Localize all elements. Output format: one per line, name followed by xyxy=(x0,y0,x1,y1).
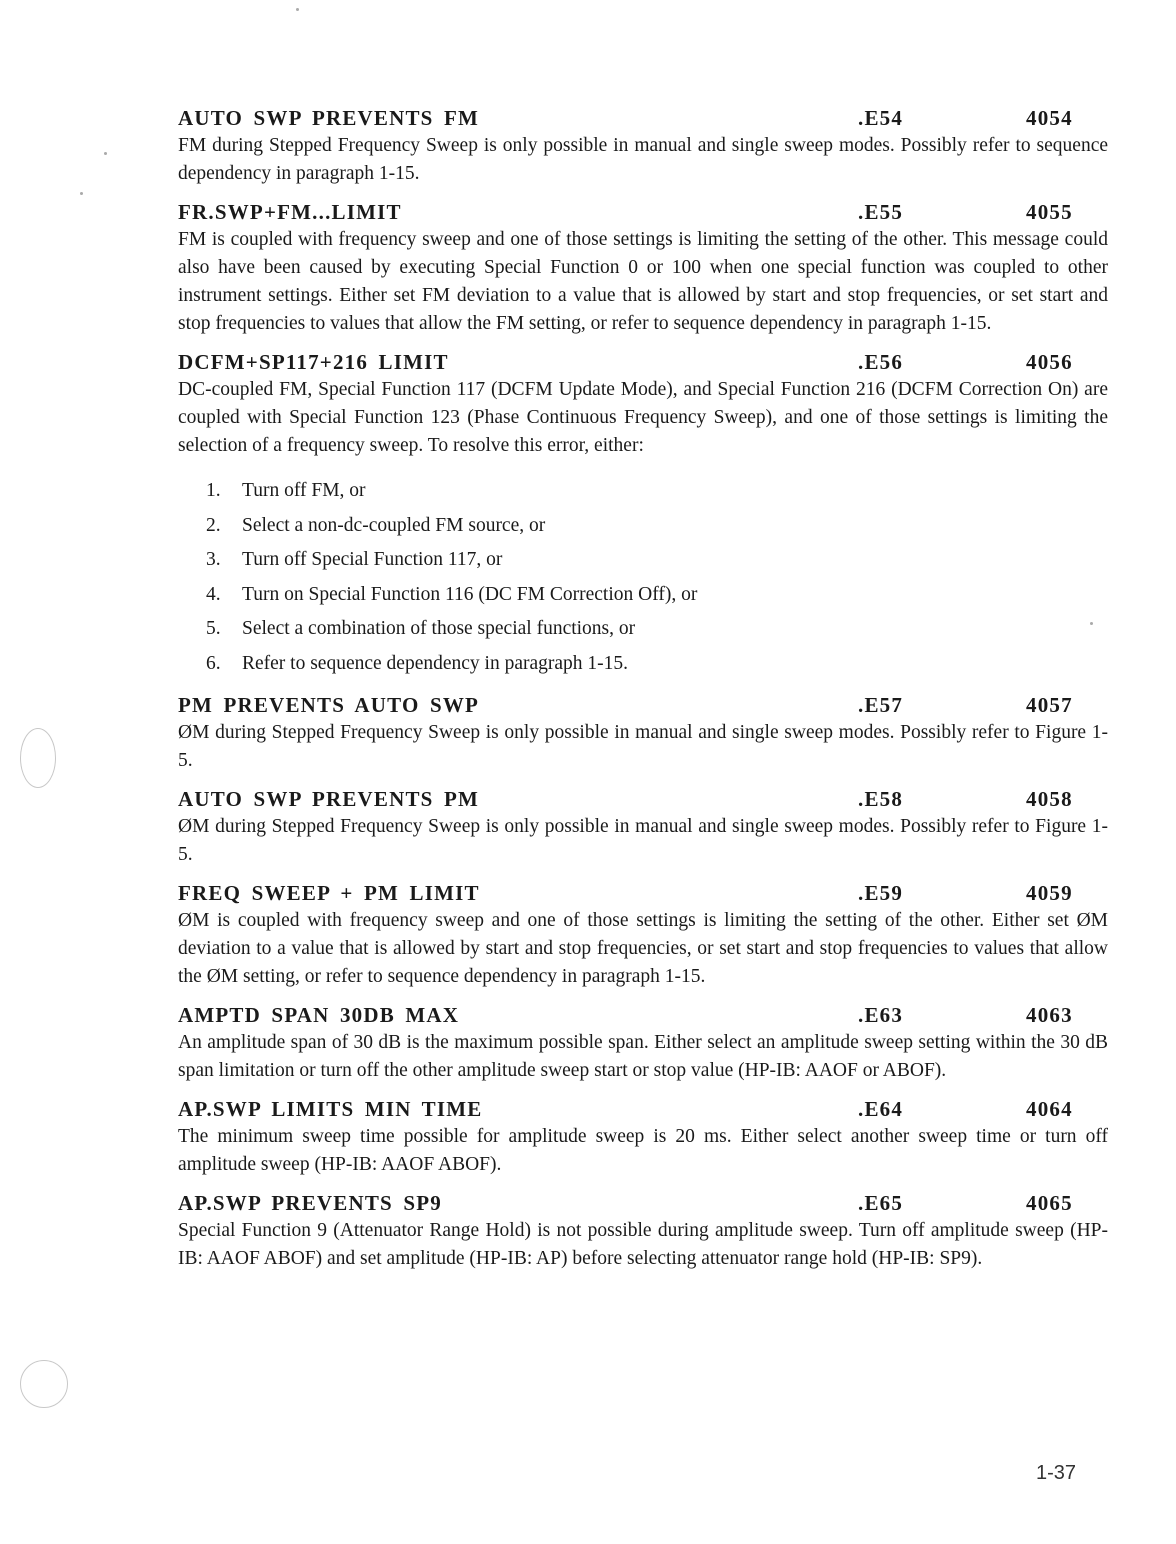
error-code: .E57 xyxy=(858,693,904,717)
error-entry-e59 xyxy=(178,879,1108,991)
list-item xyxy=(206,543,1108,578)
error-entry-e63 xyxy=(178,1001,1108,1085)
list-item xyxy=(206,474,1108,509)
step-number: 5. xyxy=(206,618,221,639)
scan-artifact xyxy=(20,1360,68,1408)
scan-artifact xyxy=(20,728,56,788)
error-code: .E56 xyxy=(858,350,904,374)
error-description: FM during Stepped Frequency Sweep is only possible in manual and single sweep modes. Possibly refer to sequence dependency in paragraph 1-15. xyxy=(178,135,1108,184)
list-item xyxy=(206,509,1108,544)
error-title: FREQ SWEEP + PM LIMIT xyxy=(178,881,480,905)
scan-artifact xyxy=(296,8,299,11)
error-number: 4064 xyxy=(1026,1097,1073,1121)
error-description: Special Function 9 (Attenuator Range Hold) is not possible during amplitude sweep. Turn off amplitude sweep (HP-IB: AAOF ABOF) and set amplitude (HP-IB: AP) before selecting attenuator range hold (HP-IB: SP9). xyxy=(178,1220,1108,1269)
entry-header xyxy=(178,879,1108,907)
error-description: ØM during Stepped Frequency Sweep is only possible in manual and single sweep modes. Possibly refer to Figure 1-5. xyxy=(178,816,1108,865)
error-number: 4056 xyxy=(1026,350,1073,374)
error-code: .E64 xyxy=(858,1097,904,1121)
error-title: FR.SWP+FM...LIMIT xyxy=(178,200,402,224)
error-code: .E58 xyxy=(858,787,904,811)
entry-header xyxy=(178,785,1108,813)
step-text: Select a non-dc-coupled FM source, or xyxy=(242,514,546,536)
error-description: An amplitude span of 30 dB is the maximum possible span. Either select an amplitude sweep setting within the 30 dB span limitation or turn off the other amplitude sweep start or stop value (HP-IB: AAOF or ABOF). xyxy=(178,1032,1108,1081)
error-title: AP.SWP PREVENTS SP9 xyxy=(178,1191,442,1215)
resolution-steps xyxy=(178,474,1108,681)
error-number: 4065 xyxy=(1026,1191,1073,1215)
error-entry-e54 xyxy=(178,104,1108,188)
error-title: DCFM+SP117+216 LIMIT xyxy=(178,350,449,374)
scan-artifact xyxy=(1090,622,1093,625)
scan-artifact xyxy=(104,152,107,155)
entry-header xyxy=(178,198,1108,226)
error-code: .E65 xyxy=(858,1191,904,1215)
error-description: DC-coupled FM, Special Function 117 (DCFM Update Mode), and Special Function 216 (DCFM Correction On) are coupled with Special Function 123 (Phase Continuous Frequency Sweep), and one of those settings is limiting the selection of a frequency sweep. To resolve this error, either: xyxy=(178,379,1108,456)
step-number: 1. xyxy=(206,480,221,501)
step-number: 4. xyxy=(206,583,221,605)
error-title: PM PREVENTS AUTO SWP xyxy=(178,693,480,717)
step-text: Turn on Special Function 116 (DC FM Correction Off), or xyxy=(242,583,698,605)
error-description: The minimum sweep time possible for amplitude sweep is 20 ms. Either select another sweep time or turn off amplitude sweep (HP-IB: AAOF ABOF). xyxy=(178,1126,1108,1175)
error-number: 4055 xyxy=(1026,200,1073,224)
error-code: .E63 xyxy=(858,1003,904,1027)
step-text: Turn off FM, or xyxy=(242,480,366,501)
error-title: AUTO SWP PREVENTS FM xyxy=(178,106,480,130)
error-title: AMPTD SPAN 30DB MAX xyxy=(178,1003,460,1027)
list-item xyxy=(206,578,1108,613)
error-number: 4059 xyxy=(1026,881,1073,905)
entry-header xyxy=(178,104,1108,132)
entry-header xyxy=(178,1001,1108,1029)
error-title: AP.SWP LIMITS MIN TIME xyxy=(178,1097,483,1121)
error-number: 4063 xyxy=(1026,1003,1073,1027)
step-text: Refer to sequence dependency in paragraph 1-15. xyxy=(242,652,629,674)
error-code: .E54 xyxy=(858,106,904,130)
error-description: ØM during Stepped Frequency Sweep is only possible in manual and single sweep modes. Possibly refer to Figure 1-5. xyxy=(178,722,1108,771)
entry-header xyxy=(178,1189,1108,1217)
step-number: 6. xyxy=(206,652,221,674)
error-entry-e57 xyxy=(178,691,1108,775)
list-item xyxy=(206,612,1108,647)
error-entry-e58 xyxy=(178,785,1108,869)
list-item xyxy=(206,647,1108,682)
error-entry-e55 xyxy=(178,198,1108,338)
scan-artifact xyxy=(80,192,83,195)
step-number: 3. xyxy=(206,549,221,570)
error-description: ØM is coupled with frequency sweep and one of those settings is limiting the setting of the other. Either set ØM deviation to a value that is allowed by start and stop frequencies, or set start and stop frequencies to values that allow the ØM setting, or refer to sequence dependency in paragraph 1-15. xyxy=(178,910,1108,987)
error-description: FM is coupled with frequency sweep and one of those settings is limiting the setting of the other. This message could also have been caused by executing Special Function 0 or 100 when one special function was coupled to other instrument settings. Either set FM deviation to a value that is allowed by start and stop frequencies, or set start and stop frequencies to values that allow the FM setting, or refer to sequence dependency in paragraph 1-15. xyxy=(178,229,1108,334)
step-text: Turn off Special Function 117, or xyxy=(242,549,503,570)
entry-header xyxy=(178,348,1108,376)
error-entry-e64 xyxy=(178,1095,1108,1179)
step-text: Select a combination of those special functions, or xyxy=(242,618,636,639)
step-number: 2. xyxy=(206,514,221,536)
error-message-list xyxy=(178,104,1108,1283)
error-title: AUTO SWP PREVENTS PM xyxy=(178,787,480,811)
error-code: .E55 xyxy=(858,200,904,224)
error-number: 4054 xyxy=(1026,106,1073,130)
error-code: .E59 xyxy=(858,881,904,905)
error-number: 4057 xyxy=(1026,693,1073,717)
error-number: 4058 xyxy=(1026,787,1073,811)
page-number: 1-37 xyxy=(1036,1462,1077,1484)
error-entry-e56 xyxy=(178,348,1108,681)
error-entry-e65 xyxy=(178,1189,1108,1273)
entry-header xyxy=(178,691,1108,719)
entry-header xyxy=(178,1095,1108,1123)
